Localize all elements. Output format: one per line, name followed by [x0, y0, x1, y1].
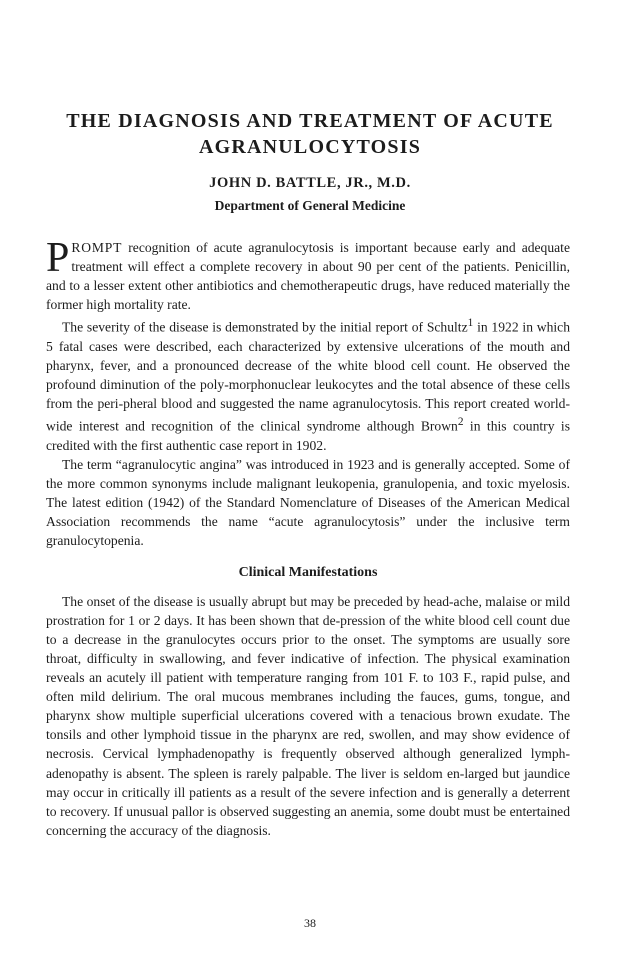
- article-title-line-2: AGRANULOCYTOSIS: [198, 136, 422, 158]
- paragraph-history: [46, 314, 570, 455]
- reference-marker-1: 1: [467, 317, 474, 330]
- author-name: JOHN D. BATTLE, JR., M.D.: [209, 175, 411, 191]
- history-text-2: in 1922 in which 5 fatal cases were described, each characterized by extensive ulcerations of the mouth and pharynx, fever, and a pronounced decrease of the white blood cell count. He observed the profound diminution of the poly-morphonuclear leukocytes and the total absence of these cells from the peri-pheral blood and suggested the name agranulocytosis. This report created world-wide interest and recognition of the clinical syndrome although Brown: [46, 319, 570, 434]
- article-body: [46, 235, 570, 840]
- article-title-line-1: THE DIAGNOSIS AND TREATMENT OF ACUTE: [66, 110, 554, 132]
- intro-paragraph: [46, 235, 570, 314]
- history-text-1: The severity of the disease is demonstrated by the initial report of Schultz: [62, 319, 468, 335]
- paragraph-nomenclature: The term “agranulocytic angina” was introduced in 1923 and is generally accepted. Some of the more common synonyms include malignant leukopenia, granulopenia, and toxic myelosis. The latest edition (1942) of the Standard Nomenclature of Diseases of the American Medical Association recommends the name “acute agranulocytosis” under the inclusive term granulocytopenia.: [46, 457, 570, 549]
- reference-marker-2: 2: [457, 416, 464, 429]
- intro-lead-word: ROMPT: [71, 240, 123, 255]
- author-department: Department of General Medicine: [214, 198, 406, 213]
- drop-cap: P: [46, 235, 70, 281]
- history-text-3: in this country is credited with the first authentic case report in 1902.: [46, 418, 570, 453]
- paragraph-clinical: The onset of the disease is usually abrupt but may be preceded by head-ache, malaise or mild prostration for 1 or 2 days. It has been shown that de-pression of the white blood cell count due to a decrease in the granulocytes occurs prior to the onset. The symptoms are usually sore throat, difficulty in swallowing, and fever indicative of infection. The physical examination reveals an acutely ill patient with temperature ranging from 101 F. to 103 F., rapid pulse, and often mild delirium. The oral mucous membranes including the fauces, gums, tongue, and pharynx show multiple superficial ulcerations covered with a tenacious brown exudate. The tonsils and other lymphoid tissue in the pharynx are red, swollen, and may show evidence of necrosis. Cervical lymphadenopathy is frequently observed although generalized lymph-adenopathy is absent. The spleen is rarely palpable. The liver is seldom en-larged but jaundice may occur in critically ill patients as a result of the severe infection and is generally a deterrent to recovery. If unusual pallor is observed suggesting an anemia, some doubt must be entertained concerning the accuracy of the diagnosis.: [46, 593, 570, 838]
- intro-text: recognition of acute agranulocytosis is important because early and adequate treatment will effect a complete recovery in about 90 per cent of the patients. Penicillin, and to a lesser extent other antibiotics and chemotherapeutic drugs, have reduced materially the former high mortality rate.: [46, 240, 570, 313]
- page-number: 38: [304, 916, 316, 930]
- section-heading-clinical-manifestations: Clinical Manifestations: [238, 564, 378, 580]
